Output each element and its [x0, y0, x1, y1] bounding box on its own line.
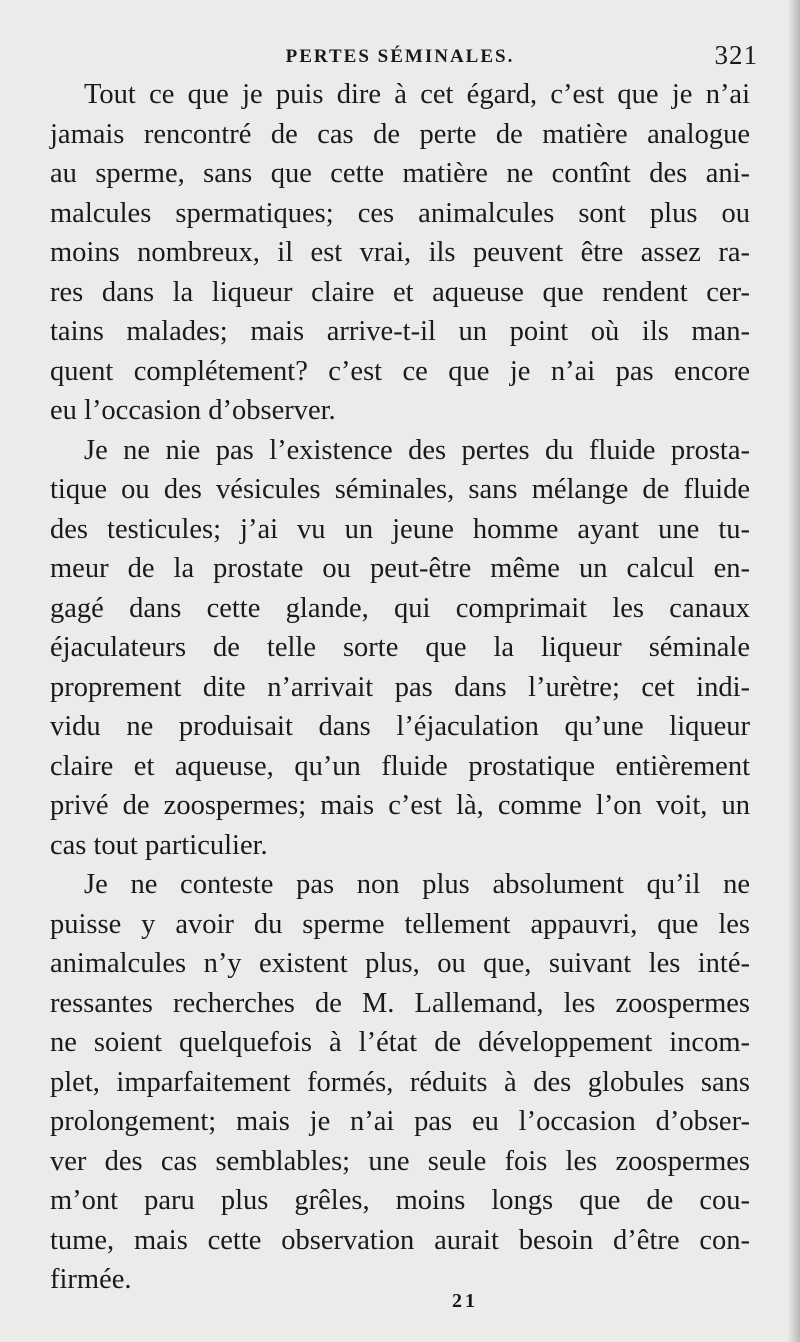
- text-line: ne soient quelquefois à l’état de développement incom-: [50, 1027, 750, 1058]
- text-line: ver des cas semblables; une seule fois les zoospermes: [50, 1145, 750, 1177]
- text-line: claire et aqueuse, qu’un fluide prostatique entièrement: [50, 750, 750, 782]
- text-line: ressantes recherches de M. Lallemand, les zoospermes: [50, 987, 750, 1019]
- text-line: Tout ce que je puis dire à cet égard, c’est que je n’ai: [84, 79, 750, 110]
- text-line: tique ou des vésicules séminales, sans mélange de fluide: [50, 474, 750, 505]
- page-edge-shadow: [788, 0, 800, 1342]
- running-head: [0, 34, 800, 78]
- text-line: meur de la prostate ou peut-être même un calcul en-: [50, 553, 750, 584]
- text-line: moins nombreux, il est vrai, ils peuvent être assez ra-: [50, 237, 750, 268]
- text-line: animalcules n’y existent plus, ou que, suivant les inté-: [50, 948, 750, 979]
- text-line: au sperme, sans que cette matière ne contînt des ani-: [50, 158, 750, 189]
- text-line: malcules spermatiques; ces animalcules sont plus ou: [50, 197, 750, 229]
- text-line: jamais rencontré de cas de perte de matière analogue: [50, 118, 750, 150]
- text-line: eu l’occasion d’observer.: [50, 395, 336, 426]
- text-line: des testicules; j’ai vu un jeune homme ayant une tu-: [50, 513, 750, 545]
- text-line: puisse y avoir du sperme tellement appauvri, que les: [50, 908, 750, 940]
- text-line: plet, imparfaitement formés, réduits à des globules sans: [50, 1066, 750, 1098]
- text-line: prolongement; mais je n’ai pas eu l’occasion d’obser-: [50, 1106, 750, 1137]
- text-line: res dans la liqueur claire et aqueuse que rendent cer-: [50, 276, 750, 308]
- text-line: gagé dans cette glande, qui comprimait les canaux: [50, 592, 750, 624]
- text-line: tume, mais cette observation aurait besoin d’être con-: [50, 1224, 750, 1256]
- body-text: [50, 75, 750, 1300]
- text-line: cas tout particulier.: [50, 829, 268, 861]
- text-line: quent complétement? c’est ce que je n’ai pas encore: [50, 355, 750, 387]
- running-head-title: PERTES SÉMINALES.: [285, 46, 515, 67]
- signature-mark: 21: [452, 1290, 478, 1312]
- text-line: Je ne conteste pas non plus absolument qu’il ne: [84, 869, 750, 900]
- text-line: éjaculateurs de telle sorte que la liqueur séminale: [50, 632, 750, 663]
- text-line: privé de zoospermes; mais c’est là, comme l’on voit, un: [50, 790, 750, 821]
- text-line: tains malades; mais arrive-t-il un point où ils man-: [50, 316, 750, 347]
- text-line: vidu ne produisait dans l’éjaculation qu’une liqueur: [50, 711, 750, 742]
- text-line: m’ont paru plus grêles, moins longs que de cou-: [50, 1185, 750, 1216]
- text-line: Je ne nie pas l’existence des pertes du fluide prosta-: [84, 434, 750, 466]
- text-line: proprement dite n’arrivait pas dans l’urètre; cet indi-: [50, 671, 750, 703]
- text-line: firmée.: [50, 1264, 132, 1295]
- page-number: 321: [714, 40, 758, 70]
